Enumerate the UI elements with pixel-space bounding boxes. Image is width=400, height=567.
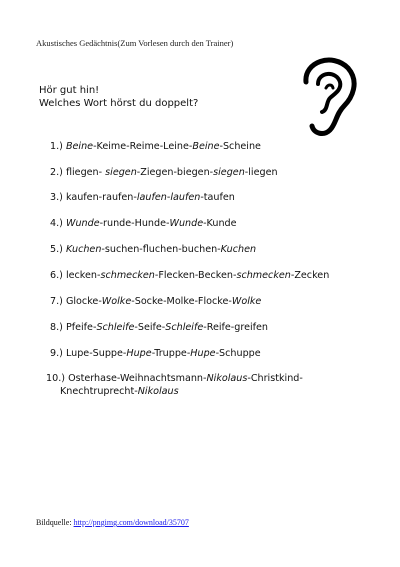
word-text: -Kunde [203, 218, 237, 229]
word-text: kaufen-raufen- [65, 192, 137, 203]
word-text: - [166, 192, 171, 203]
repeated-word: schmecken [236, 270, 291, 281]
repeated-word: Wolke [231, 296, 262, 307]
repeated-word: schmecken [100, 270, 155, 281]
word-text: -Keime-Reime-Leine- [93, 141, 193, 152]
item-number: 5.) [50, 244, 66, 255]
word-text: Glocke- [65, 296, 102, 307]
word-text: Osterhase-Weihnachtsmann- [68, 373, 207, 384]
word-text: -Truppe- [151, 348, 191, 359]
repeated-word: Beine [65, 141, 94, 152]
repeated-word: laufen [136, 192, 167, 203]
list-item [50, 269, 329, 282]
list-item [50, 321, 268, 334]
image-source-link[interactable]: http://pngimg.com/download/35707 [73, 518, 189, 527]
item-number: 8.) [50, 322, 66, 333]
instruction-line-2: Welches Wort hörst du doppelt? [39, 98, 199, 109]
repeated-word: Schleife [96, 322, 135, 333]
list-item [50, 295, 261, 308]
repeated-word: Beine [192, 141, 220, 152]
list-item [50, 166, 278, 179]
repeated-word: Wunde [65, 218, 100, 229]
word-text: -taufen [200, 192, 235, 203]
word-text: Lupe-Suppe- [65, 348, 127, 359]
list-item [50, 347, 261, 360]
word-text: Knechtruprecht- [60, 386, 138, 397]
word-text: -suchen-fluchen-buchen- [101, 244, 221, 255]
word-text: -Zecken [290, 270, 330, 281]
word-text: Pfeife- [65, 322, 97, 333]
item-number: 1.) [50, 141, 66, 152]
word-text: -Seife- [134, 322, 166, 333]
list-item [50, 191, 235, 204]
word-text: fliegen- [65, 167, 106, 178]
item-number: 2.) [50, 167, 66, 178]
list-item [50, 217, 237, 230]
word-text: -Socke-Molke-Flocke- [131, 296, 232, 307]
list-item [50, 140, 261, 153]
repeated-word: Nikolaus [137, 386, 179, 397]
word-text: -liegen [244, 167, 278, 178]
repeated-word: Wunde [169, 218, 204, 229]
item-number: 4.) [50, 218, 66, 229]
word-text: -Flecken-Becken- [154, 270, 237, 281]
repeated-word: Kuchen [220, 244, 257, 255]
item-number: 9.) [50, 348, 66, 359]
repeated-word: Kuchen [65, 244, 102, 255]
repeated-word: Nikolaus [206, 373, 248, 384]
word-text: -Christkind- [247, 373, 303, 384]
list-item [46, 372, 303, 398]
word-text: -Scheine [219, 141, 261, 152]
item-number: 6.) [50, 270, 66, 281]
repeated-word: Schleife [165, 322, 204, 333]
word-text: -runde-Hunde- [99, 218, 170, 229]
item-number: 3.) [50, 192, 66, 203]
repeated-word: siegen [105, 167, 137, 178]
list-item [50, 243, 256, 256]
repeated-word: Hupe [190, 348, 216, 359]
repeated-word: laufen [170, 192, 201, 203]
repeated-word: siegen [213, 167, 245, 178]
item-number: 10.) [46, 373, 69, 384]
word-text: lecken- [65, 270, 101, 281]
image-source [36, 518, 189, 527]
repeated-word: Hupe [126, 348, 152, 359]
instruction-line-1: Hör gut hin! [39, 85, 100, 96]
word-text: -Ziegen-biegen- [136, 167, 214, 178]
item-continuation [46, 385, 303, 398]
word-text: -Schuppe [215, 348, 261, 359]
item-number: 7.) [50, 296, 66, 307]
repeated-word: Wolke [101, 296, 132, 307]
image-source-label: Bildquelle: [36, 518, 74, 527]
page-header: Akustisches Gedächtnis(Zum Vorlesen durch den Trainer) [36, 38, 234, 48]
word-text: -Reife-greifen [203, 322, 269, 333]
